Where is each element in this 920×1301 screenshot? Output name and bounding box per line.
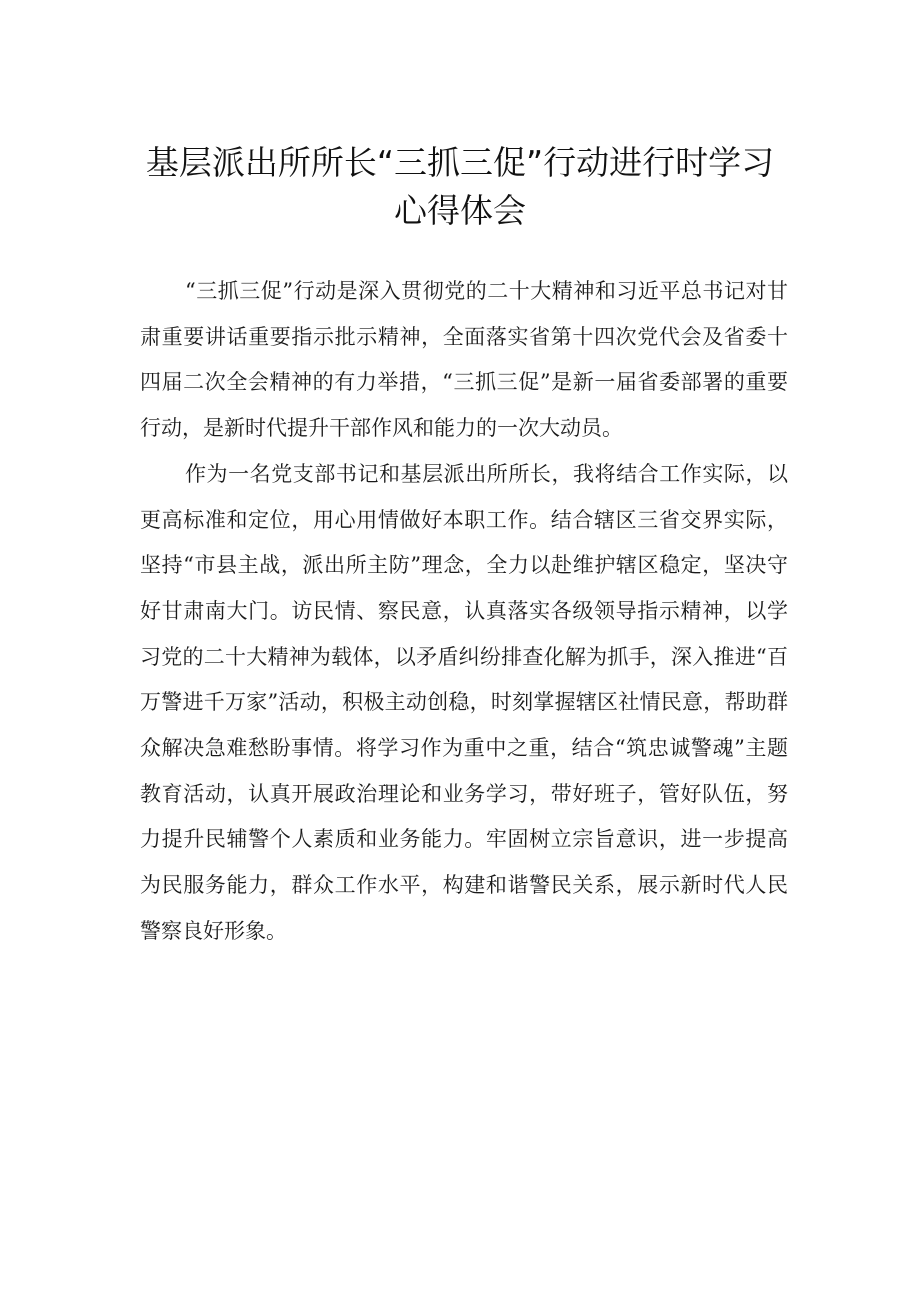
title-line-2: 心得体会 [394,191,526,230]
paragraph-1: “三抓三促”行动是深入贯彻党的二十大精神和习近平总书记对甘肃重要讲话重要指示批示精神，全面落实省第十四次党代会及省委十四届二次全会精神的有力举措，“三抓三促”是新一届省委部署的重要行动，是新时代提升干部作风和能力的一次大动员。 [140,279,788,441]
paragraph-2: 作为一名党支部书记和基层派出所所长，我将结合工作实际，以更高标准和定位，用心用情做好本职工作。结合辖区三省交界实际，坚持“市县主战，派出所主防”理念，全力以赴维护辖区稳定，坚决守好甘肃南大门。访民情、察民意，认真落实各级领导指示精神，以学习党的二十大精神为载体，以矛盾纠纷排查化解为抓手，深入推进“百万警进千万家”活动，积极主动创稳，时刻掌握辖区社情民意，帮助群众解决急难愁盼事情。将学习作为重中之重，结合“筑忠诚警魂”主题教育活动，认真开展政治理论和业务学习，带好班子，管好队伍，努力提升民辅警个人素质和业务能力。牢固树立宗旨意识，进一步提高为民服务能力，群众工作水平，构建和谐警民关系，展示新时代人民警察良好形象。 [140,461,788,943]
document-body [140,269,788,955]
title-line-1: 基层派出所所长“三抓三促”行动进行时学习 [145,143,775,182]
document-title [120,139,800,235]
